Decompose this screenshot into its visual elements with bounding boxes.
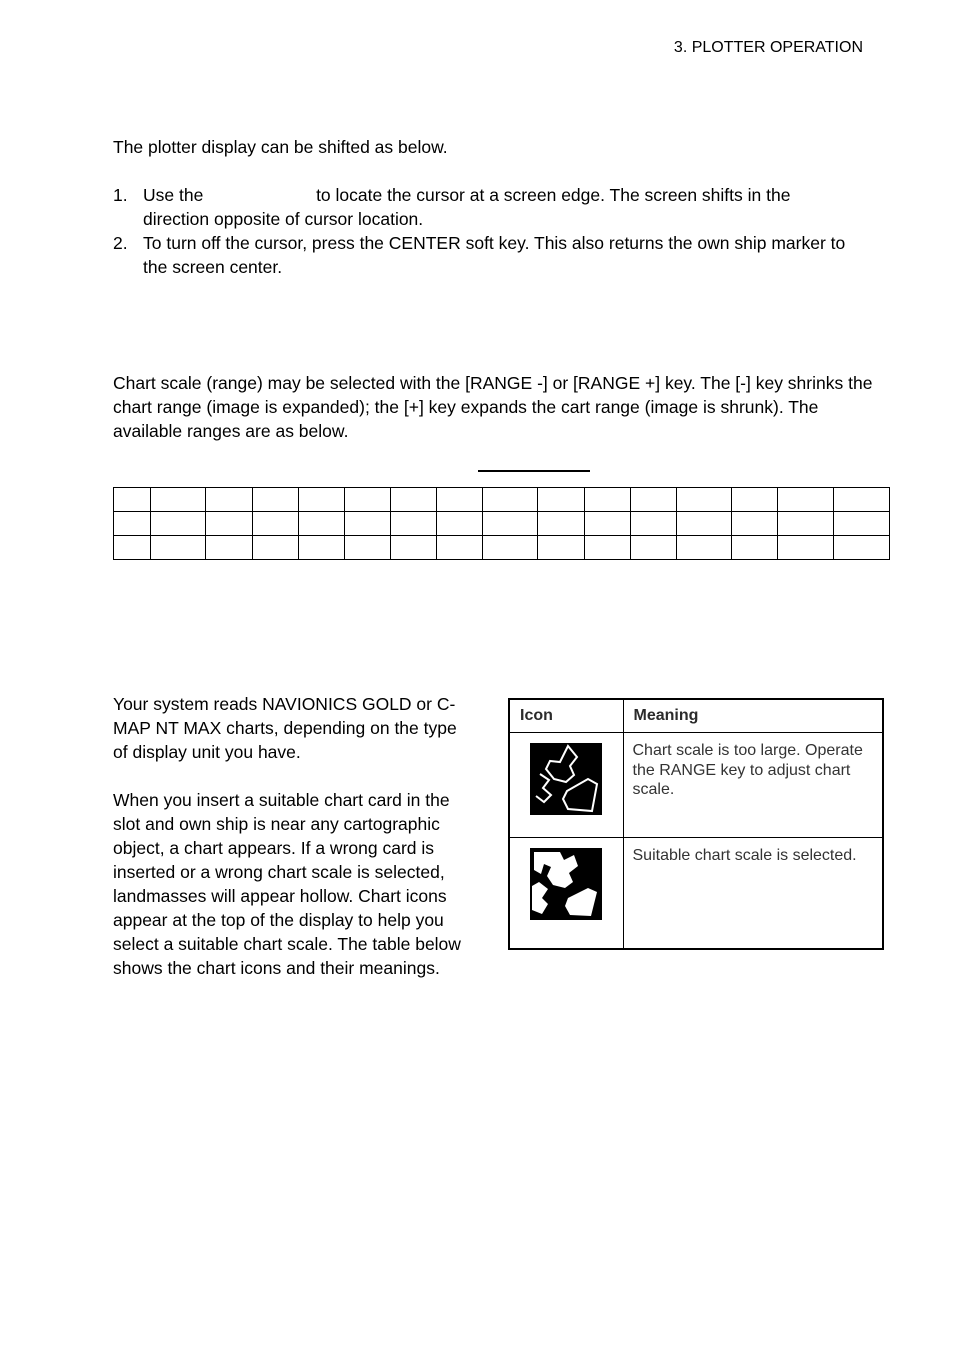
range-cell [253, 536, 299, 560]
step-text: To turn off the cursor, press the CENTER soft key. This also returns the own ship marker to the screen center. [143, 233, 846, 277]
range-cell [391, 512, 437, 536]
range-cell [732, 536, 778, 560]
table-row [509, 838, 883, 950]
range-cell [206, 512, 253, 536]
charts-paragraph-2: When you insert a suitable chart card in the slot and own ship is near any cartographic object, a chart appears. If a wrong card is inserted or a wrong chart scale is selected, landmasses will appear hollow. Chart icons appear at the top of the display to help you select a suitable chart scale. The table below shows the chart icons and their meanings. [113, 790, 461, 978]
range-cell [538, 512, 585, 536]
range-cell [391, 536, 437, 560]
range-cell [834, 536, 890, 560]
table-row [509, 733, 883, 838]
range-cell [732, 488, 778, 512]
range-cell [585, 536, 631, 560]
range-cell [483, 488, 538, 512]
table-row [114, 512, 890, 536]
meaning-cell: Chart scale is too large. Operate the RANGE key to adjust chart scale. [623, 733, 883, 838]
range-cell [677, 488, 732, 512]
range-cell [391, 488, 437, 512]
range-cell [114, 488, 151, 512]
range-cell [114, 512, 151, 536]
table-row [114, 488, 890, 512]
icon-column-header: Icon [509, 699, 623, 733]
range-cell [253, 488, 299, 512]
range-cell [345, 488, 391, 512]
meaning-column-header: Meaning [623, 699, 883, 733]
range-table-body [114, 488, 890, 560]
chart-scale-too-large-icon [530, 743, 602, 815]
table-header-row [509, 699, 883, 733]
range-cell [677, 536, 732, 560]
range-cell [483, 512, 538, 536]
range-cell [206, 488, 253, 512]
range-cell [299, 488, 345, 512]
range-cell [778, 488, 834, 512]
range-cell [834, 512, 890, 536]
range-cell [114, 536, 151, 560]
range-cell [585, 512, 631, 536]
range-cell [631, 536, 677, 560]
range-cell [834, 488, 890, 512]
range-table [113, 487, 890, 560]
range-cell [299, 536, 345, 560]
step-number: 2. [113, 233, 128, 253]
table-row [114, 536, 890, 560]
step-text-before: Use the [143, 185, 204, 205]
step-text-after: to locate the cursor at a screen edge. The screen shifts in the direction opposite of cursor location. [143, 185, 791, 229]
range-description: Chart scale (range) may be selected with the [RANGE -] or [RANGE +] key. The [-] key shrinks the chart range (image is expanded); the [+] key expands the cart range (image is shrunk). The available ranges are as below. [113, 373, 873, 441]
range-cell [585, 488, 631, 512]
range-cell [631, 512, 677, 536]
range-cell [778, 512, 834, 536]
shift-intro: The plotter display can be shifted as below. [113, 137, 448, 157]
range-cell [299, 512, 345, 536]
range-cell [206, 536, 253, 560]
shift-steps [113, 183, 853, 279]
step-1 [113, 183, 853, 231]
range-cell [538, 536, 585, 560]
range-cell [437, 488, 483, 512]
icon-cell [509, 838, 623, 950]
range-cell [345, 512, 391, 536]
range-cell [732, 512, 778, 536]
range-cell [437, 512, 483, 536]
range-cell [483, 536, 538, 560]
range-cell [778, 536, 834, 560]
step-2 [113, 231, 853, 279]
range-cell [253, 512, 299, 536]
meaning-cell: Suitable chart scale is selected. [623, 838, 883, 950]
charts-paragraph-1: Your system reads NAVIONICS GOLD or C-MAP NT MAX charts, depending on the type of display unit you have. [113, 694, 457, 762]
chart-scale-suitable-icon [530, 848, 602, 920]
range-cell [631, 488, 677, 512]
icon-cell [509, 733, 623, 838]
range-cell [437, 536, 483, 560]
range-cell [677, 512, 732, 536]
range-cell [345, 536, 391, 560]
running-header: 3. PLOTTER OPERATION [673, 39, 863, 56]
range-table-title-rule [478, 470, 590, 472]
range-cell [538, 488, 585, 512]
range-cell [151, 488, 206, 512]
range-cell [151, 512, 206, 536]
range-cell [151, 536, 206, 560]
step-number: 1. [113, 185, 128, 205]
chart-icon-table [508, 698, 884, 950]
